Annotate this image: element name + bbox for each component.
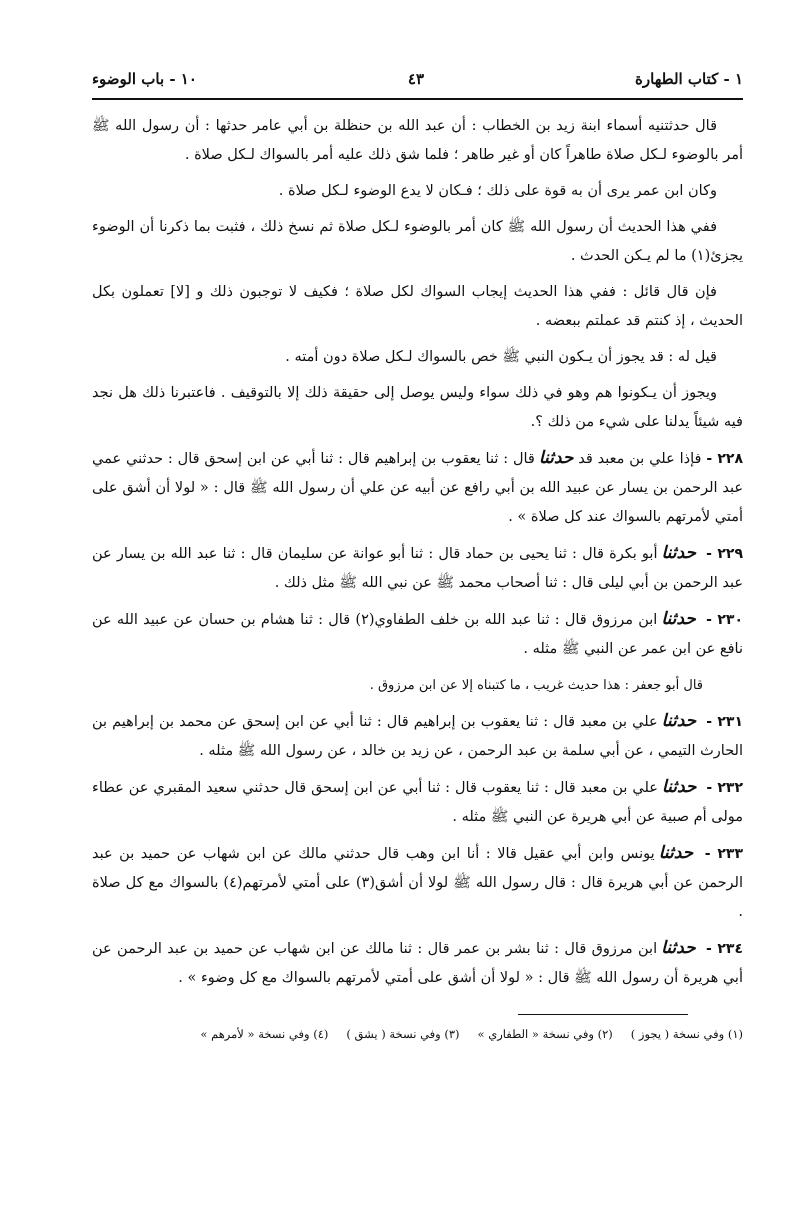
commentary-note: قال أبو جعفر : هذا حديث غريب ، ما كتبناه إلا عن ابن مرزوق . [369, 678, 703, 693]
hadith-keyword: حدثنا [538, 448, 574, 468]
hadith-entry [92, 934, 743, 993]
page-body [92, 112, 743, 1000]
hadith-text: قال : ثنا يعقوب بن إبراهيم قال : ثنا أبي عن ابن إسحق قال : حدثني عمي عبد الرحمن بن يسار عن عبيد الله بن أبي رافع عن أبيه عن علي أن رسول الله ﷺ قال : « لولا أن أشق على أمتي لأمرتهم بالسواك عند كل صلاة » . [92, 451, 743, 525]
header-book-title: ١ - كتاب الطهارة [635, 70, 743, 88]
hadith-entry [92, 839, 743, 927]
hadith-keyword: حدثنا [661, 609, 696, 629]
hadith-keyword: حدثنا [661, 777, 697, 797]
hadith-text: أبو بكرة قال : ثنا يحيى بن حماد قال : ثنا أبو عوانة عن سليمان قال : ثنا عبد الله بن يسار عن عبد الرحمن بن أبي ليلى قال : ثنا أصحاب محمد ﷺ عن نبي الله ﷺ مثل ذلك . [92, 546, 743, 591]
hadith-entry [92, 605, 743, 664]
footnote-divider [518, 1014, 688, 1015]
footnote: (٤) وفي نسخة « لأمرهم » [200, 1027, 329, 1041]
paragraph: قال حدثتنيه أسماء ابنة زيد بن الخطاب : أن عبد الله بن حنظلة بن أبي عامر حدثها : أن رسول الله ﷺ أمر بالوضوء لـكل صلاة طاهراً كان أو غير طاهر ؛ فلما شق ذلك عليه أمر بالسواك لـكل صلاة . [92, 118, 743, 163]
hadith-text: علي بن معبد قال : ثنا يعقوب قال : ثنا أبي عن ابن إسحق قال حدثني سعيد المقبري عن عطاء مولى أم صبية عن أبي هريرة عن النبي ﷺ مثله . [92, 780, 743, 825]
header-divider [92, 98, 743, 100]
footnote: (٣) وفي نسخة ( يشق ) [346, 1027, 460, 1041]
hadith-keyword: حدثنا [661, 711, 697, 731]
hadith-number: ٢٣٢ - [706, 780, 744, 796]
paragraph: قيل له : قد يجوز أن يـكون النبي ﷺ خص بالسواك لـكل صلاة دون أمته . [285, 349, 717, 365]
running-header [92, 62, 743, 96]
hadith-number: ٢٢٩ - [706, 546, 744, 562]
hadith-text: يونس وابن أبي عقيل قالا : أنا ابن وهب قال حدثني مالك عن ابن شهاب عن حميد بن عبد الرحمن عن أبي هريرة قال : قال رسول الله ﷺ لولا أن أشق(٣) على أمتي لأمرتهم(٤) بالسواك مع كل صلاة . [92, 846, 743, 920]
paragraph: فإن قال قائل : ففي هذا الحديث إيجاب السواك لكل صلاة ؛ فكيف لا توجبون ذلك و [لا] تعملون بكل الحديث ، إذ كنتم قد عملتم ببعضه . [92, 284, 743, 329]
footnote: (٢) وفي نسخة « الطفاري » [477, 1027, 613, 1041]
hadith-text: علي بن معبد قال : ثنا يعقوب بن إبراهيم قال : ثنا أبي عن ابن إسحق عن محمد بن إبراهيم بن الحارث التيمي ، عن أبي سلمة بن عبد الرحمن ، عن زيد بن خالد ، عن رسول الله ﷺ مثله . [92, 714, 743, 759]
hadith-entry [92, 539, 743, 598]
hadith-keyword: حدثنا [661, 938, 696, 958]
footnotes [92, 1024, 743, 1044]
hadith-text: ابن مرزوق قال : ثنا عبد الله بن خلف الطفاوي(٢) قال : ثنا هشام بن حسان عن عبيد الله عن نافع عن ابن عمر عن النبي ﷺ مثله . [92, 612, 743, 657]
hadith-text: ابن مرزوق قال : ثنا بشر بن عمر قال : ثنا مالك عن ابن شهاب عن حميد بن عبد الرحمن عن أبي هريرة أن رسول الله ﷺ قال : « لولا أن أشق على أمتي لأمرتهم بالسواك مع كل وضوء » . [92, 941, 743, 986]
paragraph: ويجوز أن يـكونوا هم وهو في ذلك سواء وليس يوصل إلى حقيقة ذلك إلا بالتوقيف . فاعتبرنا ذلك هل نجد فيه شيئاً يدلنا على شيء من ذلك ؟. [92, 385, 743, 430]
hadith-number: ٢٣٣ - [704, 846, 744, 862]
hadith-entry [92, 444, 743, 532]
hadith-number: ٢٣٤ - [705, 941, 744, 957]
hadith-number: ٢٣٠ - [706, 612, 744, 628]
paragraph: ففي هذا الحديث أن رسول الله ﷺ كان أمر بالوضوء لـكل صلاة ثم نسخ ذلك ، فثبت بما ذكرنا أن الوضوء يجزئ(١) ما لم يـكن الحدث . [92, 219, 743, 264]
hadith-keyword: حدثنا [658, 843, 694, 863]
hadith-number: ٢٢٨ - [706, 451, 743, 467]
header-chapter-title: ١٠ - باب الوضوء [92, 70, 197, 88]
hadith-number: ٢٣١ - [706, 714, 744, 730]
hadith-keyword: حدثنا [661, 543, 696, 563]
footnote: (١) وفي نسخة ( يجوز ) [630, 1027, 743, 1041]
page-number: ٤٣ [407, 70, 425, 88]
paragraph: وكان ابن عمر يرى أن به قوة على ذلك ؛ فـكان لا يدع الوضوء لـكل صلاة . [278, 183, 717, 199]
hadith-entry [92, 773, 743, 832]
hadith-lead: فإذا علي بن معبد قد [578, 451, 702, 467]
hadith-entry [92, 707, 743, 766]
